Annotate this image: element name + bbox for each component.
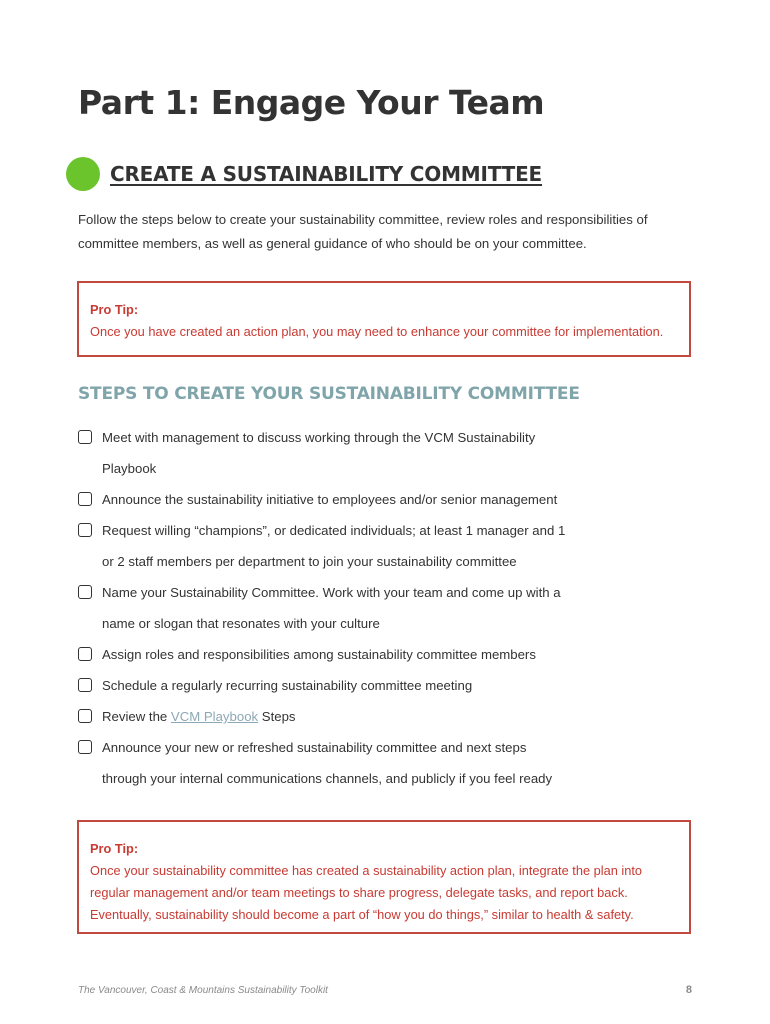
checkbox-icon[interactable]: [78, 492, 92, 506]
checklist-item-text: Announce the sustainability initiative to employees and/or senior management: [102, 492, 558, 507]
checklist-item-text: Schedule a regularly recurring sustainability committee meeting: [102, 678, 473, 693]
checkbox-icon[interactable]: [78, 740, 92, 754]
checklist-item: [78, 670, 698, 701]
checklist-item: [78, 422, 698, 484]
checklist-item: [78, 732, 698, 794]
intro-paragraph: Follow the steps below to create your sustainability committee, review roles and responsibilities of committee members, as well as general guidance of who should be on your committee.: [78, 212, 648, 251]
checklist-item-text: Announce your new or refreshed sustainability committee and next steps through your internal communications channels, and publicly if you feel ready: [102, 740, 553, 786]
checkbox-icon[interactable]: [78, 585, 92, 599]
checklist-item: [78, 577, 698, 639]
checkbox-icon[interactable]: [78, 678, 92, 692]
checklist-item-text: Request willing “champions”, or dedicated individuals; at least 1 manager and 1 or 2 staff members per department to join your sustainability committee: [102, 523, 566, 569]
section-header: [66, 157, 542, 191]
pro-tip-box-2: [77, 820, 691, 934]
footer-source: The Vancouver, Coast & Mountains Sustainability Toolkit: [78, 985, 328, 996]
steps-heading: STEPS TO CREATE YOUR SUSTAINABILITY COMMITTEE: [78, 384, 580, 404]
checkbox-icon[interactable]: [78, 709, 92, 723]
checklist-item-text: Name your Sustainability Committee. Work with your team and come up with a name or slogan that resonates with your culture: [102, 585, 561, 631]
checklist-item-text: [102, 701, 572, 732]
pro-tip-text: Once you have created an action plan, you may need to enhance your committee for implementation.: [90, 324, 664, 339]
checklist-item-suffix: Steps: [258, 709, 296, 724]
checklist-item: [78, 701, 698, 732]
page-title: Part 1: Engage Your Team: [78, 83, 545, 122]
section-heading: CREATE A SUSTAINABILITY COMMITTEE: [110, 162, 543, 186]
checkbox-icon[interactable]: [78, 647, 92, 661]
pro-tip-label: Pro Tip:: [90, 302, 139, 317]
green-dot-icon: [66, 157, 100, 191]
checkbox-icon[interactable]: [78, 523, 92, 537]
checklist-item: [78, 639, 698, 670]
checklist-item: [78, 484, 698, 515]
checklist-item: [78, 515, 698, 577]
checklist-item-text: Meet with management to discuss working through the VCM Sustainability Playbook: [102, 430, 536, 476]
checkbox-icon[interactable]: [78, 430, 92, 444]
pro-tip-box-1: [77, 281, 691, 357]
steps-checklist: [78, 422, 698, 794]
vcm-playbook-link[interactable]: VCM Playbook: [170, 709, 259, 724]
pro-tip-label: Pro Tip:: [90, 841, 139, 856]
page-number: 8: [685, 984, 692, 996]
checklist-item-text: Assign roles and responsibilities among sustainability committee members: [102, 647, 536, 662]
checklist-item-prefix: Review the: [102, 709, 171, 724]
pro-tip-text: Once your sustainability committee has created a sustainability action plan, integrate the plan into regular management and/or team meetings to share progress, delegate tasks, and report back. Eventually, sustainability should become a part of “how you do things,” similar to health & safety.: [90, 863, 642, 922]
